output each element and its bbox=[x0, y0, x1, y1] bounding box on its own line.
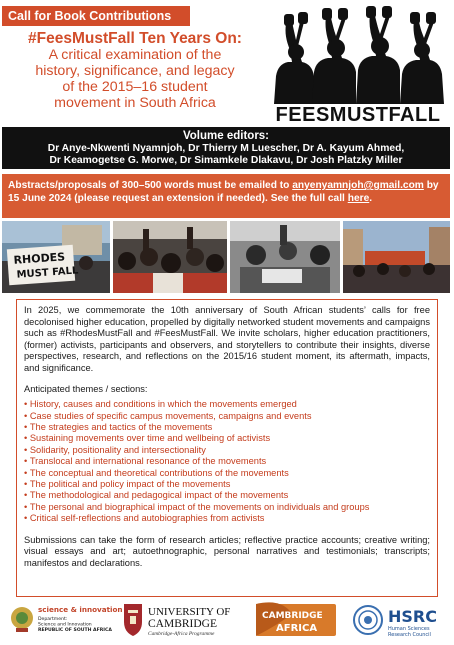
full-call-link[interactable]: here bbox=[347, 193, 370, 204]
photo-sign-text-2: MUST FALL bbox=[16, 265, 79, 281]
photo-rhodes-must-fall bbox=[2, 221, 110, 293]
dsi-title: science & innovation bbox=[38, 605, 123, 614]
list-item: • The conceptual and theoretical contributions of the movements bbox=[24, 468, 430, 479]
photo-sign-text-1: RHODES bbox=[13, 250, 66, 267]
dsi-line-2: Science and Innovation bbox=[38, 622, 92, 628]
volume-editors-line-1: Dr Anye-Nkwenti Nyamnjoh, Dr Thierry M Luescher, Dr A. Kayum Ahmed, bbox=[47, 142, 405, 154]
page-title bbox=[4, 31, 266, 111]
volume-editors-line-2: Dr Keamogetse G. Morwe, Dr Simamkele Dlakavu, Dr Josh Platzky Miller bbox=[49, 155, 403, 166]
cambridge-africa-text-2: AFRICA bbox=[276, 623, 318, 634]
photo-strip bbox=[2, 221, 450, 293]
dsi-line-1: Department: bbox=[38, 617, 68, 622]
list-item: • Sustaining movements over time and wellbeing of activists bbox=[24, 433, 430, 444]
hsrc-line-2: Research Council bbox=[388, 632, 431, 638]
submission-text-end: . bbox=[369, 193, 373, 204]
closing-paragraph: Submissions can take the form of research articles; reflective practice accounts; creative writing; visual essays and art; autoethnographic, personal narratives and testimonials; transcripts; manifestos and declarations. bbox=[24, 534, 430, 568]
list-item: • The political and policy impact of the movements bbox=[24, 479, 430, 490]
call-for-contributions-tag: Call for Book Contributions bbox=[2, 6, 190, 26]
title-sub-line-2: history, significance, and legacy bbox=[35, 63, 235, 79]
submission-text-start: Abstracts/proposals of 300–500 words must be emailed to bbox=[8, 180, 293, 191]
feesmustfall-logo bbox=[268, 6, 448, 124]
list-item: • The strategies and tactics of the movements bbox=[24, 422, 430, 433]
themes-heading: Anticipated themes / sections: bbox=[24, 383, 148, 394]
volume-editors-banner bbox=[2, 127, 450, 169]
cambridge-subtitle: Cambridge-Africa Programme bbox=[148, 631, 215, 637]
cambridge-africa-text-1: CAMBRIDGE bbox=[262, 611, 323, 621]
volume-editors-label: Volume editors: bbox=[182, 130, 270, 142]
cambridge-title-2: CAMBRIDGE bbox=[148, 618, 218, 630]
list-item: • Translocal and international resonance of the movements bbox=[24, 456, 430, 467]
raised-fists-icon bbox=[268, 6, 448, 104]
hsrc-logo bbox=[352, 600, 448, 640]
partner-logos bbox=[0, 600, 454, 640]
hsrc-title: HSRC bbox=[388, 607, 437, 626]
title-sub-line-3: of the 2015–16 student bbox=[62, 79, 208, 95]
title-main: #FeesMustFall Ten Years On: bbox=[28, 30, 242, 47]
photo-crowd-protest bbox=[113, 221, 227, 293]
themes-list bbox=[24, 399, 430, 524]
submission-text-middle: by 15 June 2024 (please request an extension if needed). See the full call bbox=[8, 180, 439, 204]
title-sub-line-1: A critical examination of the bbox=[48, 47, 222, 63]
title-sub-line-4: movement in South Africa bbox=[54, 95, 216, 111]
list-item: • Case studies of specific campus movements, campaigns and events bbox=[24, 411, 430, 422]
call-body bbox=[16, 299, 438, 597]
dsi-line-3: REPUBLIC OF SOUTH AFRICA bbox=[38, 628, 112, 633]
hsrc-line-1: Human Sciences bbox=[388, 626, 430, 632]
list-item: • Critical self-reflections and autobiographies from activists bbox=[24, 513, 430, 524]
list-item: • Solidarity, positionality and intersectionality bbox=[24, 445, 430, 456]
photo-black-white-protest bbox=[230, 221, 340, 293]
list-item: • The methodological and pedagogical impact of the movements bbox=[24, 490, 430, 501]
cambridge-logo bbox=[118, 600, 238, 640]
dsi-logo bbox=[8, 600, 123, 640]
cambridge-title-1: UNIVERSITY OF bbox=[148, 606, 231, 618]
list-item: • The personal and biographical impact of the movements on individuals and groups bbox=[24, 502, 430, 513]
feesmustfall-logo-text: FEESMUSTFALL bbox=[275, 104, 441, 126]
photo-street-march bbox=[343, 221, 450, 293]
intro-paragraph: In 2025, we commemorate the 10th anniversary of South African students’ calls for free decolonised higher education, propelled by digitally networked student movements and campaigns such as #RhodesMustFall and #FeesMustFall. We invite scholars, higher education practitioners, (former) activists, participants and observers, and storytellers to contribute their insights, diverse perspectives, research, and reflections on the 2015/16 student moment, its aftermath, impacts, and significance. bbox=[24, 305, 430, 373]
list-item: • History, causes and conditions in which the movements emerged bbox=[24, 399, 430, 410]
cambridge-africa-logo bbox=[252, 600, 342, 640]
email-link[interactable]: anyenyamnjoh@gmail.com bbox=[292, 180, 424, 191]
submission-banner bbox=[2, 174, 450, 218]
